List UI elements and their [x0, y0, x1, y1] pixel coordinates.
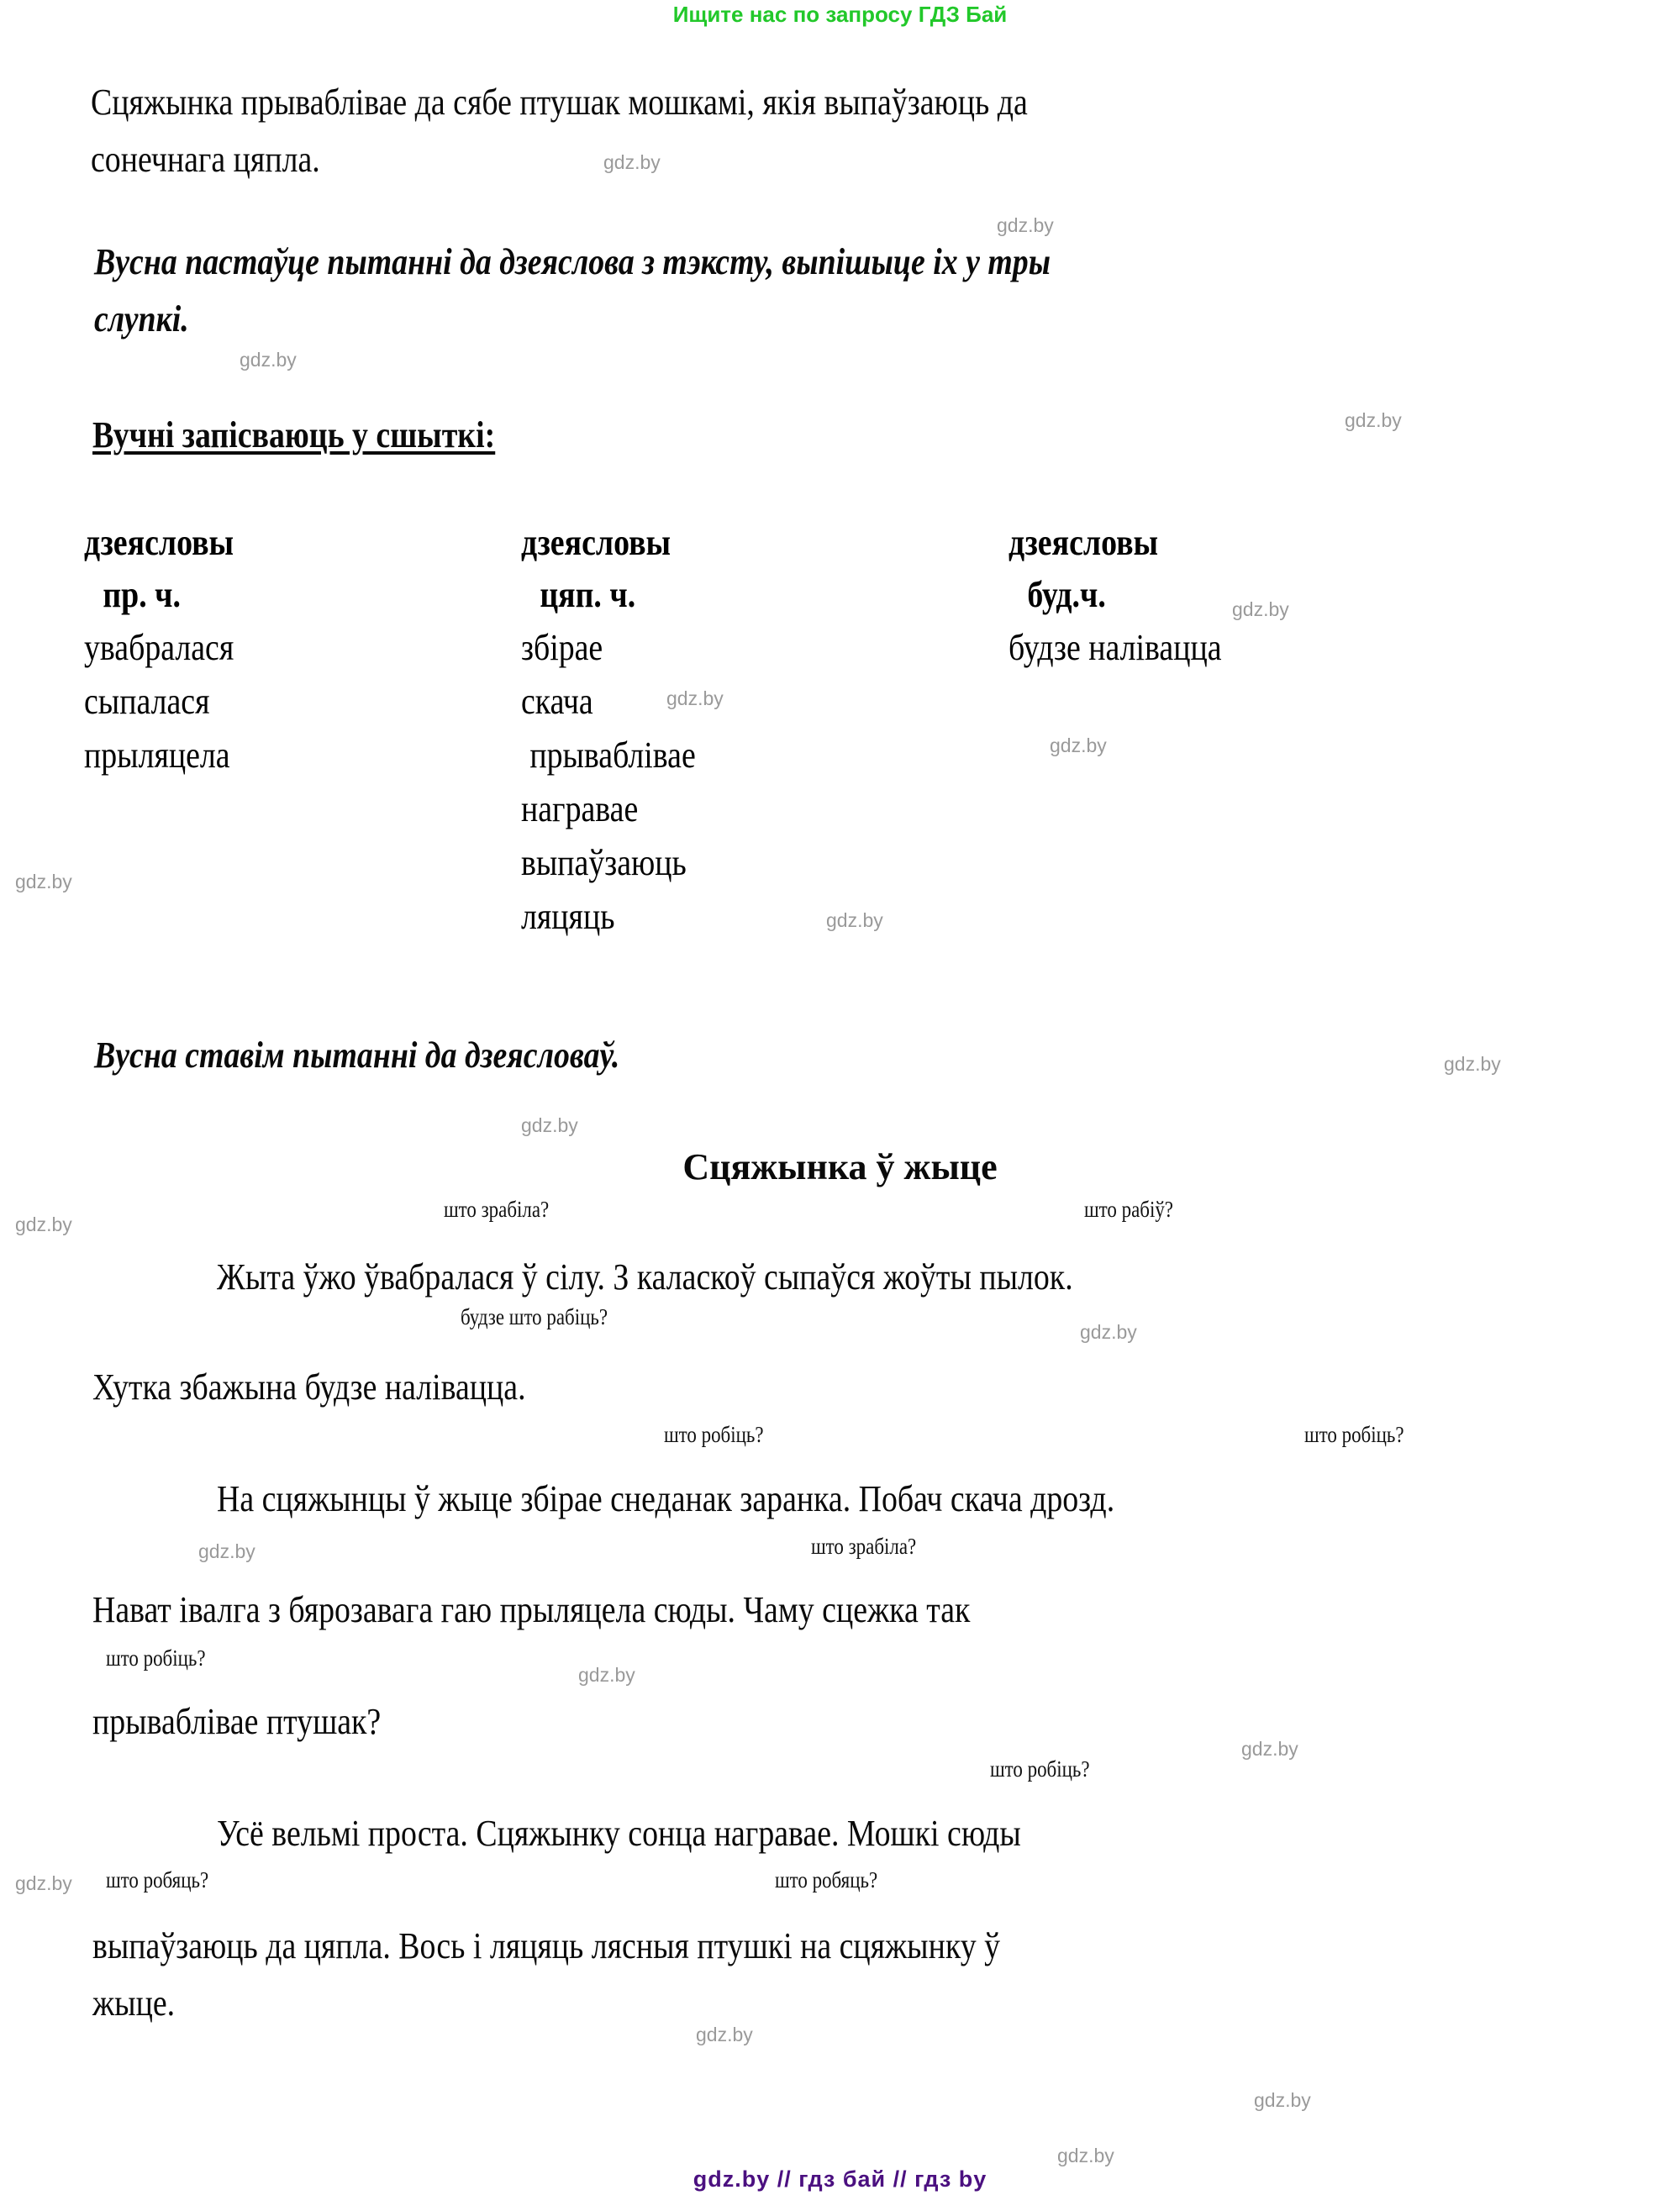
watermark: gdz.by — [826, 909, 883, 931]
question-annotation: што робіць? — [990, 1756, 1090, 1782]
question-annotation: што зрабіла? — [444, 1197, 550, 1222]
verb-column-future — [1009, 517, 1546, 944]
intro-paragraph-line-2: сонечнага цяпла. — [91, 139, 320, 180]
story-line: Усё вельмі проста. Сцяжынку сонца награвае. Мошкі сюды — [217, 1813, 1021, 1854]
watermark: gdz.by — [1345, 409, 1402, 431]
verb-item: ляцяць — [521, 896, 615, 937]
story-line: жыце. — [92, 1982, 176, 2024]
watermark: gdz.by — [15, 871, 72, 892]
watermark: gdz.by — [1232, 598, 1289, 620]
verb-item: награвае — [521, 788, 639, 829]
question-annotation: што робіць? — [664, 1422, 764, 1447]
verb-column-future-header-line1: дзеясловы — [1009, 522, 1159, 563]
story-line: выпаўзаюць да цяпла. Вось і ляцяць лясныя птушкі на сцяжынку ў — [92, 1925, 1000, 1966]
question-annotation: што зрабіла? — [811, 1534, 917, 1559]
story-line: Хутка збажына будзе налівацца. — [92, 1366, 526, 1408]
verb-column-past — [84, 517, 521, 944]
watermark: gdz.by — [1050, 734, 1107, 756]
verb-column-past-header-line1: дзеясловы — [84, 522, 234, 563]
watermark: gdz.by — [1241, 1738, 1298, 1760]
story-title: Сцяжынка ў жыце — [682, 1146, 998, 1187]
watermark: gdz.by — [578, 1664, 635, 1686]
watermark: gdz.by — [198, 1540, 255, 1562]
watermark: gdz.by — [1444, 1053, 1501, 1075]
verb-item: скача — [521, 681, 593, 722]
promo-footer: gdz.by // гдз бай // гдз by — [693, 2166, 987, 2192]
verb-item: сыпалася — [84, 681, 210, 722]
story-line: прываблівае птушак? — [92, 1701, 382, 1742]
oral-task-instruction: Вусна ставім пытанні да дзеясловаў. — [94, 1034, 620, 1076]
verb-column-present-header — [521, 517, 940, 621]
verb-column-present-header-line1: дзеясловы — [521, 522, 671, 563]
verb-column-future-header-line2: буд.ч. — [1027, 574, 1106, 615]
verb-item: выпаўзаюць — [521, 842, 687, 883]
watermark: gdz.by — [15, 1872, 72, 1894]
watermark: gdz.by — [603, 151, 661, 173]
promo-header: Ищите нас по запросу ГДЗ Бай — [672, 2, 1008, 27]
verb-column-future-header — [1009, 517, 1471, 621]
verb-column-past-header-line2: пр. ч. — [103, 574, 181, 615]
verb-column-past-header — [84, 517, 460, 621]
verb-item: прыляцела — [84, 734, 230, 776]
story-line: Нават івалга з бярозавага гаю прыляцела сюды. Чаму сцежка так — [92, 1589, 971, 1630]
watermark: gdz.by — [240, 349, 297, 371]
verb-columns-table — [84, 517, 1597, 944]
question-annotation: што рабіў? — [1084, 1197, 1173, 1222]
task-instruction-line-2: слупкі. — [94, 298, 189, 340]
verb-item: збірае — [521, 627, 603, 668]
question-annotation: што робяць? — [106, 1867, 209, 1893]
watermark: gdz.by — [1080, 1321, 1137, 1343]
intro-paragraph-line-1: Сцяжынка прываблівае да сябе птушак мошкамі, якія выпаўзаюць да — [91, 82, 1028, 123]
verb-column-present-header-line2: цяп. ч. — [540, 574, 636, 615]
verb-item: увабралася — [84, 627, 234, 668]
verb-item: прываблівае — [529, 734, 696, 776]
question-annotation: што робіць? — [1304, 1422, 1404, 1447]
story-line: На сцяжынцы ў жыце збірае снеданак заранка. Побач скача дрозд. — [217, 1478, 1115, 1519]
verb-column-present — [521, 517, 1009, 944]
task-instruction-line-1: Вусна пастаўце пытанні да дзеяслова з тэксту, выпішыце іх у тры — [94, 241, 1051, 282]
watermark: gdz.by — [1254, 2089, 1311, 2111]
watermark: gdz.by — [696, 2024, 753, 2045]
verb-item: будзе налівацца — [1009, 627, 1222, 668]
watermark: gdz.by — [1057, 2145, 1114, 2166]
question-annotation: што робіць? — [106, 1645, 206, 1671]
watermark: gdz.by — [15, 1213, 72, 1235]
watermark: gdz.by — [666, 687, 724, 709]
story-line: Жыта ўжо ўвабралася ў сілу. З каласкоў сыпаўся жоўты пылок. — [217, 1256, 1073, 1298]
notebook-heading: Вучні запісваюць у сшыткі: — [92, 414, 496, 455]
question-annotation: што робяць? — [775, 1867, 878, 1893]
watermark: gdz.by — [521, 1114, 578, 1136]
question-annotation: будзе што рабіць? — [461, 1304, 608, 1329]
watermark: gdz.by — [997, 214, 1054, 236]
